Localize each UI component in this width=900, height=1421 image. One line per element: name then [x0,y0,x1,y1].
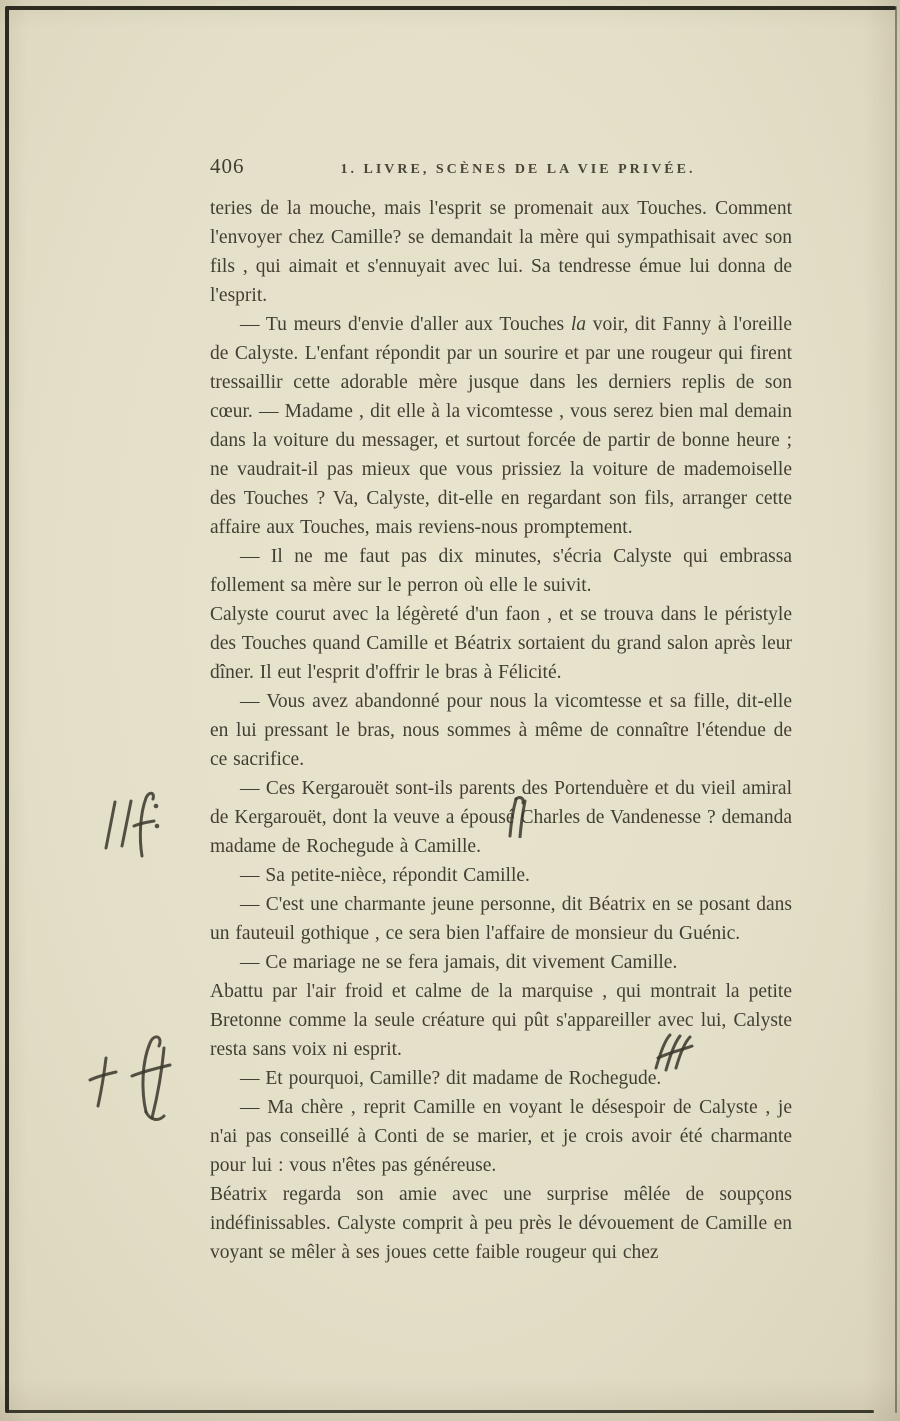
body-paragraph: — Ce mariage ne se fera jamais, dit vivement Camille. [240,952,678,973]
body-paragraph: — Vous avez abandonné pour nous la vicomtesse et sa fille, dit-elle en lui pressant le bras, nous sommes à même de connaître l'étendue de ce sacrifice. [210,691,792,770]
page-edge-right [895,6,897,1413]
body-paragraph: — Il ne me faut pas dix minutes, s'écria Calyste qui embrassa follement sa mère sur le perron où elle le suivit. [210,546,792,596]
body-paragraph: Calyste courut avec la légèreté d'un faon , et se trouva dans le péristyle des Touches quand Camille et Béatrix sortaient du grand salon après leur dîner. Il eut l'esprit d'offrir le bras à Félicité. [210,604,792,683]
page-header [210,154,792,179]
running-title: 1. LIVRE, SCÈNES DE LA VIE PRIVÉE. [340,162,696,177]
body-paragraph: Abattu par l'air froid et calme de la marquise , qui montrait la petite Bretonne comme la seule créature qui pût s'appareiller avec lui, Calyste resta sans voix ni esprit. [210,981,792,1060]
body-paragraph: teries de la mouche, mais l'esprit se promenait aux Touches. Comment l'envoyer chez Camille? se demandait la mère qui sympathisait avec son fils , qui aimait et s'ennuyait avec lui. Sa tendresse émue lui donna de l'esprit. [210,198,792,306]
body-paragraph: — Et pourquoi, Camille? dit madame de Rochegude. [240,1068,662,1089]
paragraph-text-segment: — Tu meurs d'envie d'aller aux Touches [240,314,571,335]
page-edge-top [6,6,896,10]
paragraph-text-segment: voir, dit Fanny à l'oreille de Calyste. L'enfant répondit par un sourire et par une rougeur qui firent tressaillir cette adorable mère jusque dans les derniers replis de son cœur. — Madame , dit elle à la vicomtesse , vous serez bien mal demain dans la voiture du messager, et surtout forcée de partir de bonne heure ; ne vaudrait-il pas mieux que vous prissiez la voiture de mademoiselle des Touches ? Va, Calyste, dit-elle en regardant son fils, arranger cette affaire aux Touches, mais reviens-nous promptement. [210,314,792,538]
page-number: 406 [210,154,245,178]
page-edge-left [5,6,9,1413]
body-paragraph: Béatrix regarda son amie avec une surprise mêlée de soupçons indéfinissables. Calyste comprit à peu près le dévouement de Camille en voyant se mêler à ses joues cette faible rougeur qui chez [210,1184,792,1263]
handwritten-pen-marks-upper-icon [96,788,174,866]
body-paragraph: — Ma chère , reprit Camille en voyant le désespoir de Calyste , je n'ai pas conseillé à Conti de se marier, et je crois avoir été charmante pour lui : vous n'êtes pas généreuse. [210,1097,792,1176]
body-paragraph: — Sa petite-nièce, répondit Camille. [240,865,530,886]
text-block [210,154,792,1267]
italic-word: la [570,314,587,335]
page-edge-bottom [6,1410,874,1413]
body-paragraph [210,310,792,542]
handwritten-pen-marks-lower-icon [84,1030,184,1130]
body-paragraph: — C'est une charmante jeune personne, dit Béatrix en se posant dans un fauteuil gothique , ce sera bien l'affaire de monsieur du Guénic. [210,894,792,944]
body-paragraph: — Ces Kergarouët sont-ils parents des Portenduère et du vieil amiral de Kergarouët, dont la veuve a épousé Charles de Vandenesse ? demanda madame de Rochegude à Camille. [210,778,792,857]
